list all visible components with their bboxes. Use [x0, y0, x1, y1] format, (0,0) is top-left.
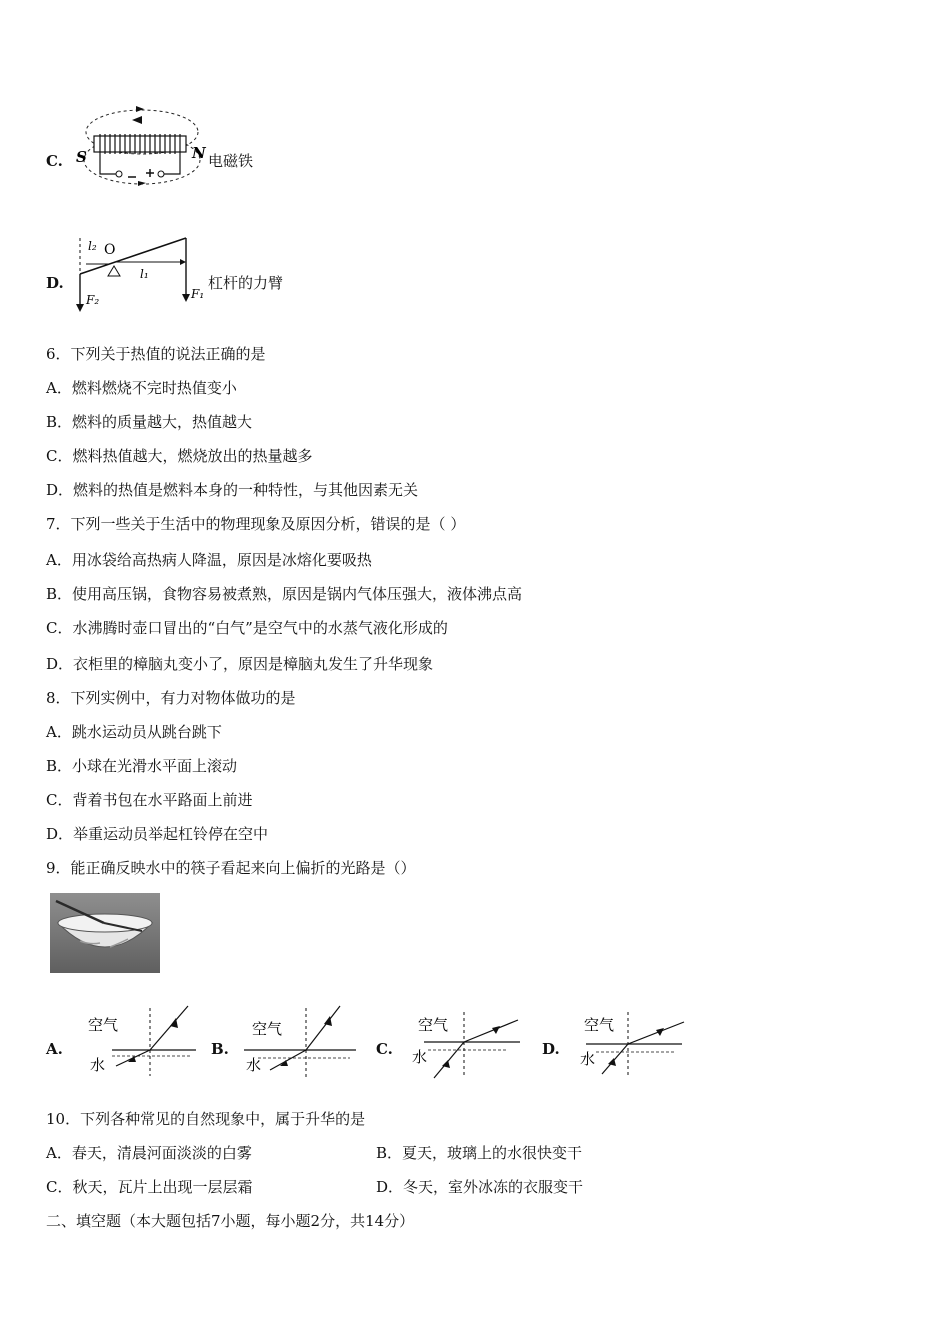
- q8-option-a: A．跳水运动员从跳台跳下: [46, 723, 222, 741]
- q10-option-a: A．春天，清晨河面淡淡的白雾: [46, 1144, 252, 1162]
- label-l1: l₁: [140, 267, 149, 281]
- q10-stem: 10．下列各种常见的自然现象中，属于升华的是: [46, 1110, 366, 1128]
- light-path-diagram-c[interactable]: [408, 1008, 524, 1082]
- label-f2: F₂: [86, 293, 100, 307]
- q6-option-b: B．燃料的质量越大，热值越大: [46, 413, 253, 431]
- water-label: 水: [580, 1050, 596, 1068]
- q8-option-d: D．举重运动员举起杠铃停在空中: [46, 825, 269, 843]
- q7-stem: 7．下列一些关于生活中的物理现象及原因分析，错误的是（ ）: [46, 515, 466, 533]
- q6-option-c: C．燃料热值越大，燃烧放出的热量越多: [46, 447, 313, 465]
- air-label: 空气: [252, 1020, 283, 1038]
- water-label: 水: [90, 1056, 106, 1074]
- option-d-caption: 杠杆的力臂: [208, 274, 284, 292]
- air-label: 空气: [418, 1016, 449, 1034]
- water-label: 水: [412, 1048, 428, 1066]
- pole-n-label: N: [192, 144, 206, 162]
- q10-option-b: B．夏天，玻璃上的水很快变干: [376, 1144, 583, 1162]
- label-l2: l₂: [88, 239, 97, 253]
- q9-option-a-letter: A.: [46, 1040, 63, 1058]
- label-o: O: [104, 242, 116, 258]
- option-d-letter: D.: [46, 274, 64, 292]
- q9-option-d-letter: D.: [542, 1040, 560, 1058]
- light-path-diagram-b[interactable]: [240, 1000, 360, 1080]
- q8-option-b: B．小球在光滑水平面上滚动: [46, 757, 238, 775]
- light-path-diagram-a[interactable]: [82, 1000, 198, 1080]
- q8-option-c: C．背着书包在水平路面上前进: [46, 791, 253, 809]
- q6-stem: 6．下列关于热值的说法正确的是: [46, 345, 266, 363]
- q6-option-a: A．燃料燃烧不完时热值变小: [46, 379, 237, 397]
- air-label: 空气: [88, 1016, 119, 1034]
- q7-option-d: D．衣柜里的樟脑丸变小了，原因是樟脑丸发生了升华现象: [46, 655, 434, 673]
- chopsticks-bowl-photo: [50, 893, 160, 973]
- lever-diagram: [70, 228, 210, 314]
- q6-option-d: D．燃料的热值是燃料本身的一种特性，与其他因素无关: [46, 481, 419, 499]
- q7-option-c: C．水沸腾时壶口冒出的“白气”是空气中的水蒸气液化形成的: [46, 619, 448, 637]
- option-c-caption: 电磁铁: [208, 152, 254, 170]
- q9-option-b-letter: B.: [211, 1040, 229, 1058]
- q7-option-a: A．用冰袋给高热病人降温，原因是冰熔化要吸热: [46, 551, 372, 569]
- q10-option-c: C．秋天，瓦片上出现一层层霜: [46, 1178, 253, 1196]
- label-f1: F₁: [191, 287, 205, 301]
- light-path-diagram-d[interactable]: [576, 1008, 688, 1082]
- q7-option-b: B．使用高压锅，食物容易被煮熟，原因是锅内气体压强大，液体沸点高: [46, 585, 523, 603]
- q9-stem: 9．能正确反映水中的筷子看起来向上偏折的光路是（）: [46, 859, 416, 877]
- q9-option-c-letter: C.: [376, 1040, 393, 1058]
- q8-stem: 8．下列实例中，有力对物体做功的是: [46, 689, 296, 707]
- option-c-letter: C.: [46, 152, 63, 170]
- section-heading: 二、填空题（本大题包括7小题，每小题2分，共14分）: [46, 1212, 415, 1230]
- q10-option-d: D．冬天，室外冰冻的衣服变干: [376, 1178, 584, 1196]
- air-label: 空气: [584, 1016, 615, 1034]
- electromagnet-diagram: [72, 98, 212, 194]
- water-label: 水: [246, 1056, 262, 1074]
- pole-s-label: S: [76, 148, 87, 166]
